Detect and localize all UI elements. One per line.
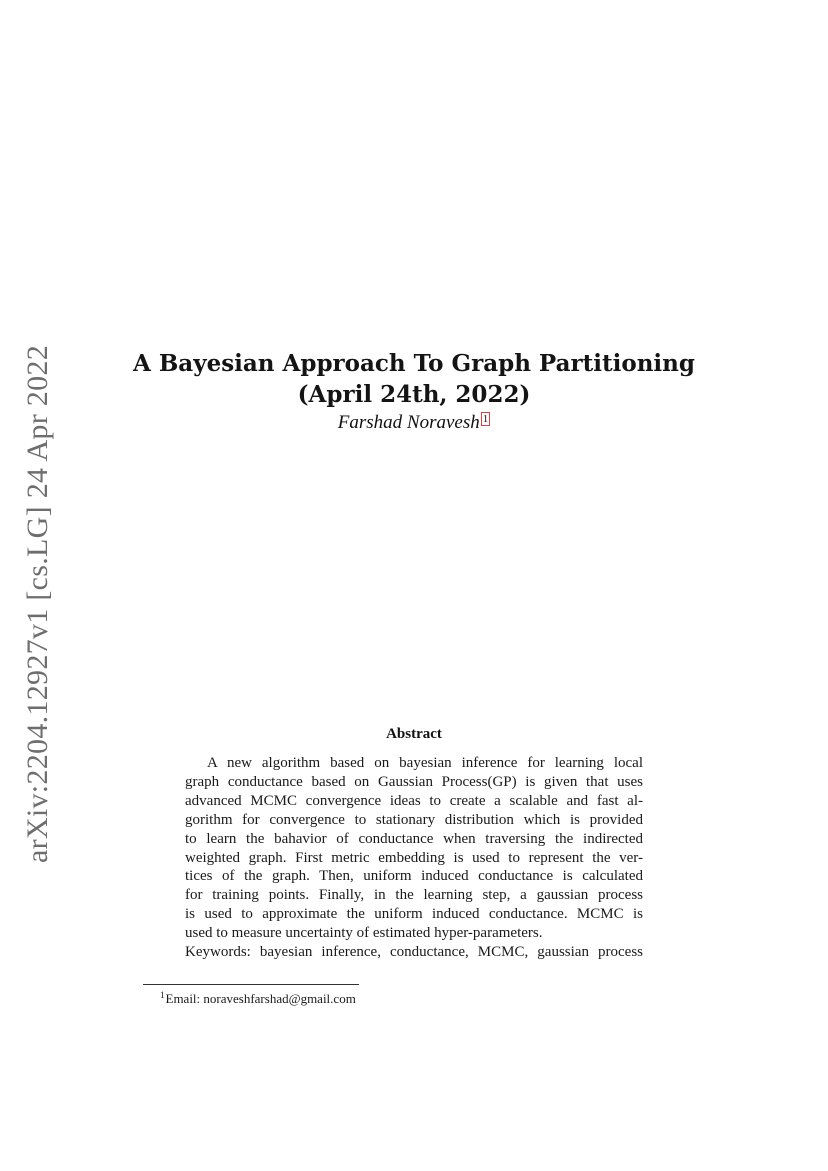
abstract-line: A new algorithm based on bayesian inference for learning local [207, 755, 643, 771]
abstract-body [185, 754, 643, 962]
abstract-line: is used to approximate the uniform induced conductance. MCMC is [185, 906, 643, 923]
abstract-line: advanced MCMC convergence ideas to create a scalable and fast al- [185, 792, 643, 809]
abstract-heading: Abstract [386, 726, 442, 742]
author-name [0, 411, 828, 435]
footnote-link[interactable]: 1 [482, 413, 489, 425]
author-name-text: Farshad Noravesh [337, 412, 480, 433]
abstract-line: graph conductance based on Gaussian Process(GP) is given that uses [185, 773, 643, 790]
arxiv-identifier-stamp: arXiv:2204.12927v1 [cs.LG] 24 Apr 2022 [21, 344, 54, 864]
abstract-line: tices of the graph. Then, uniform induced conductance is calculated [185, 868, 643, 885]
keywords: Keywords: bayesian inference, conductance, MCMC, gaussian process [185, 944, 643, 961]
footnote [160, 987, 356, 1007]
paper-date: (April 24th, 2022) [297, 381, 531, 408]
abstract-line: to learn the bahavior of conductance when traversing the indirected [185, 830, 643, 847]
abstract-line: gorithm for convergence to stationary distribution which is provided [185, 811, 643, 828]
footnote-mark: 1 [160, 990, 165, 1000]
paper-title: A Bayesian Approach To Graph Partitioning [133, 350, 695, 377]
footnote-email: Email: noraveshfarshad@gmail.com [165, 991, 356, 1006]
abstract-line: used to measure uncertainty of estimated hyper-parameters. [185, 925, 543, 942]
title-block [0, 348, 828, 435]
footnote-divider [143, 984, 359, 985]
abstract-line: weighted graph. First metric embedding is used to represent the ver- [185, 849, 643, 866]
abstract-line: for training points. Finally, in the learning step, a gaussian process [185, 887, 643, 904]
